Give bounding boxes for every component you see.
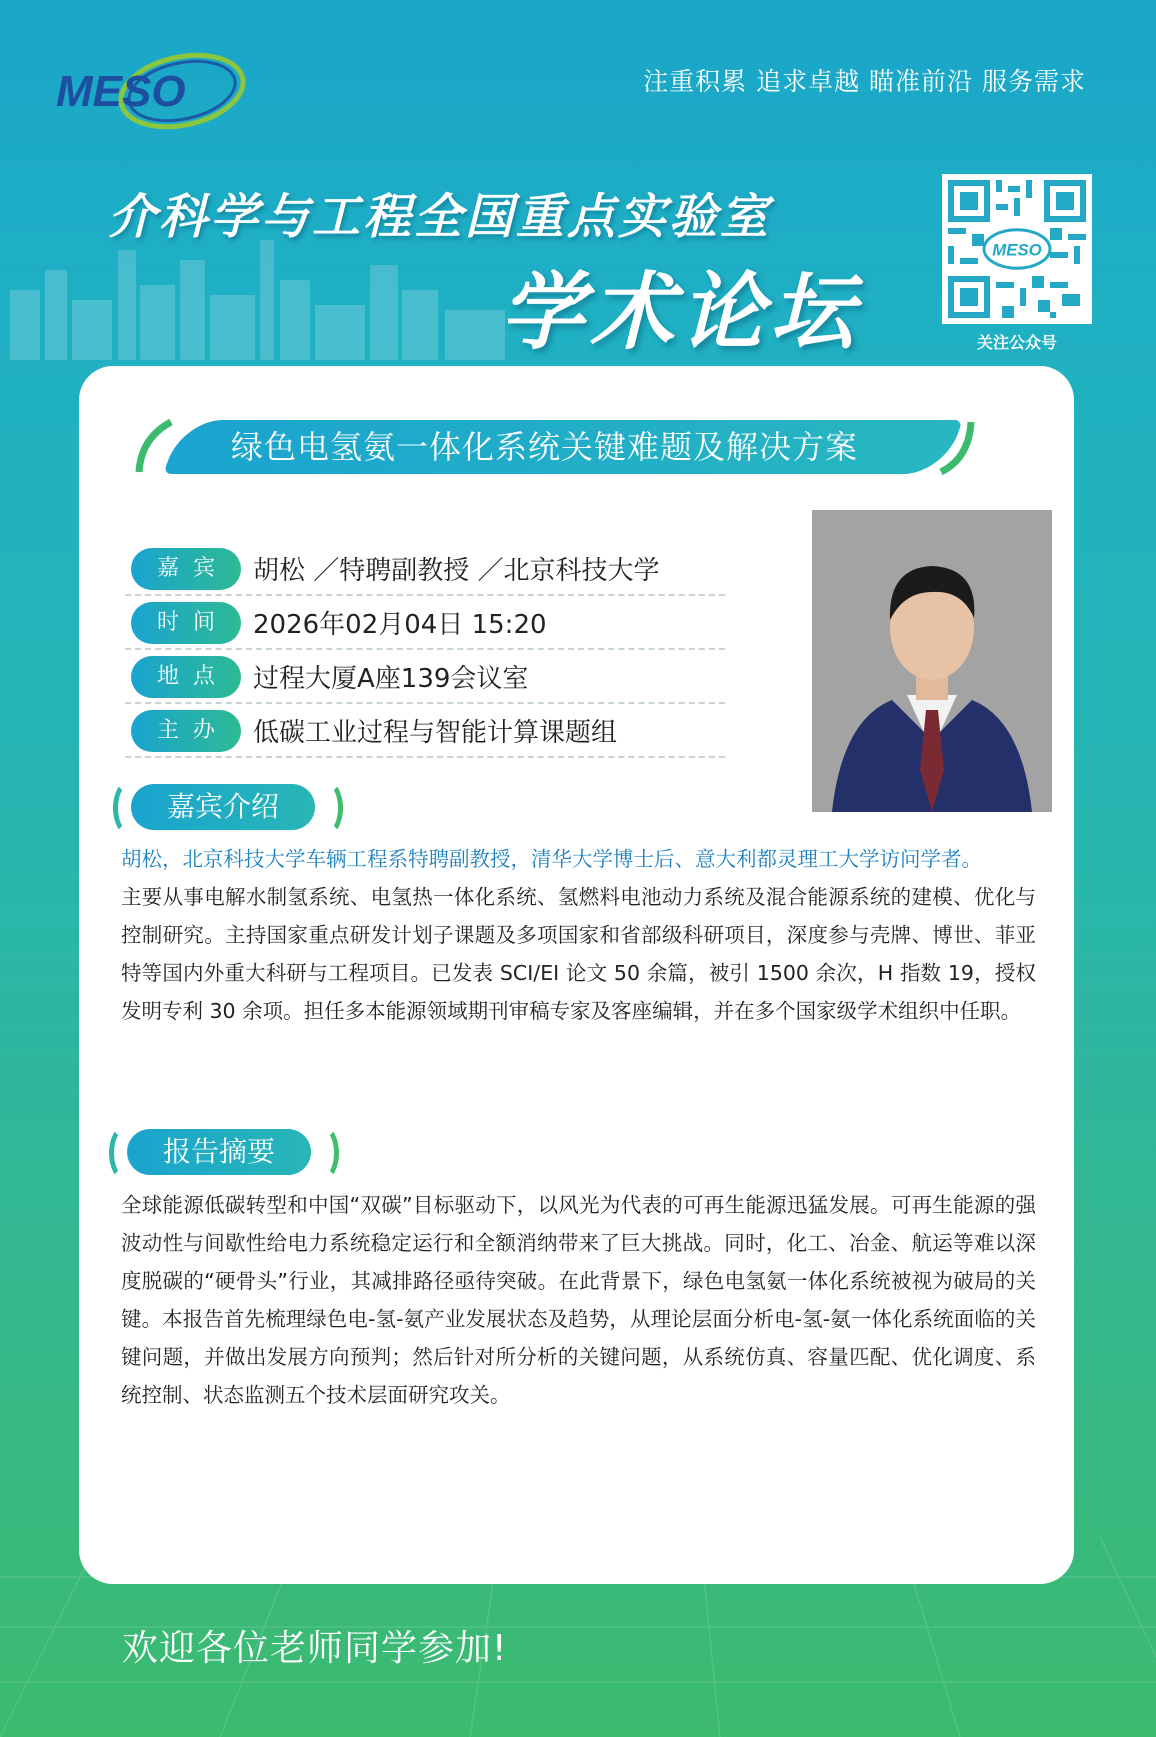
- svg-text:MESO: MESO: [56, 67, 186, 116]
- tag-time: 时间: [131, 602, 241, 644]
- qr-code[interactable]: [942, 174, 1092, 324]
- tag-location: 地点: [131, 656, 241, 698]
- tag-guest: 嘉宾: [131, 548, 241, 590]
- banner-right-swoosh: [911, 418, 981, 476]
- location-value: 过程大厦A座139会议室: [253, 664, 529, 694]
- info-row-location: [125, 652, 725, 704]
- slogan: 注重积累 追求卓越 瞄准前沿 服务需求: [643, 67, 1086, 96]
- info-row-time: [125, 598, 725, 650]
- tag-host: 主办: [131, 710, 241, 752]
- welcome-message: 欢迎各位老师同学参加!: [122, 1628, 508, 1669]
- qr-caption: 关注公众号: [976, 333, 1057, 352]
- bio-body: 主要从事电解水制氢系统、电氢热一体化系统、氢燃料电池动力系统及混合能源系统的建模、优化与控制研究。主持国家重点研发计划子课题及多项国家和省部级科研项目，深度参与壳牌、博世、菲亚特等国内外重大科研与工程项目。已发表 SCI/EI 论文 50 余篇，被引 1500 余次，H 指数 19，授权发明专利 30 余项。担任多本能源领域期刊审稿专家及客座编辑，并在多个国家级学术组织中任职。: [121, 885, 1036, 1023]
- bio-heading-label: 嘉宾介绍: [131, 784, 315, 830]
- info-row-host: [125, 706, 725, 758]
- bio-text: [121, 840, 1036, 1030]
- abstract-text: 全球能源低碳转型和中国“双碳”目标驱动下，以风光为代表的可再生能源迅猛发展。可再生能源的强波动性与间歇性给电力系统稳定运行和全额消纳带来了巨大挑战。同时，化工、冶金、航运等难以深度脱碳的“硬骨头”行业，其减排路径亟待突破。在此背景下，绿色电氢氨一体化系统被视为破局的关键。本报告首先梳理绿色电-氢-氨产业发展状态及趋势，从理论层面分析电-氢-氨一体化系统面临的关键问题，并做出发展方向预判；然后针对所分析的关键问题，从系统仿真、容量匹配、优化调度、系统控制、状态监测五个技术层面研究攻关。: [121, 1193, 1036, 1407]
- info-row-guest: [125, 544, 725, 596]
- abstract-heading-label: 报告摘要: [127, 1129, 311, 1175]
- lab-title: 介科学与工程全国重点实验室: [108, 189, 772, 245]
- bracket-right-icon: [309, 1126, 339, 1180]
- svg-text:MESO: MESO: [992, 240, 1042, 260]
- talk-title: 绿色电氢氨一体化系统关键难题及解决方案: [231, 428, 859, 466]
- time-value: 2026年02月04日 15:20: [253, 610, 547, 640]
- host-value: 低碳工业过程与智能计算课题组: [253, 718, 618, 748]
- bracket-right-icon: [313, 781, 343, 835]
- bio-lead: 胡松，北京科技大学车辆工程系特聘副教授，清华大学博士后、意大利都灵理工大学访问学者。: [121, 847, 982, 871]
- guest-value: 胡松 ／特聘副教授 ／北京科技大学: [253, 556, 660, 586]
- content-card: [79, 366, 1074, 1584]
- bio-heading: [113, 781, 343, 835]
- abstract-heading: [109, 1126, 339, 1180]
- talk-title-banner: [131, 418, 976, 476]
- meso-logo: [52, 46, 252, 136]
- speaker-photo: [812, 510, 1052, 812]
- forum-title: 学术论坛: [500, 263, 861, 361]
